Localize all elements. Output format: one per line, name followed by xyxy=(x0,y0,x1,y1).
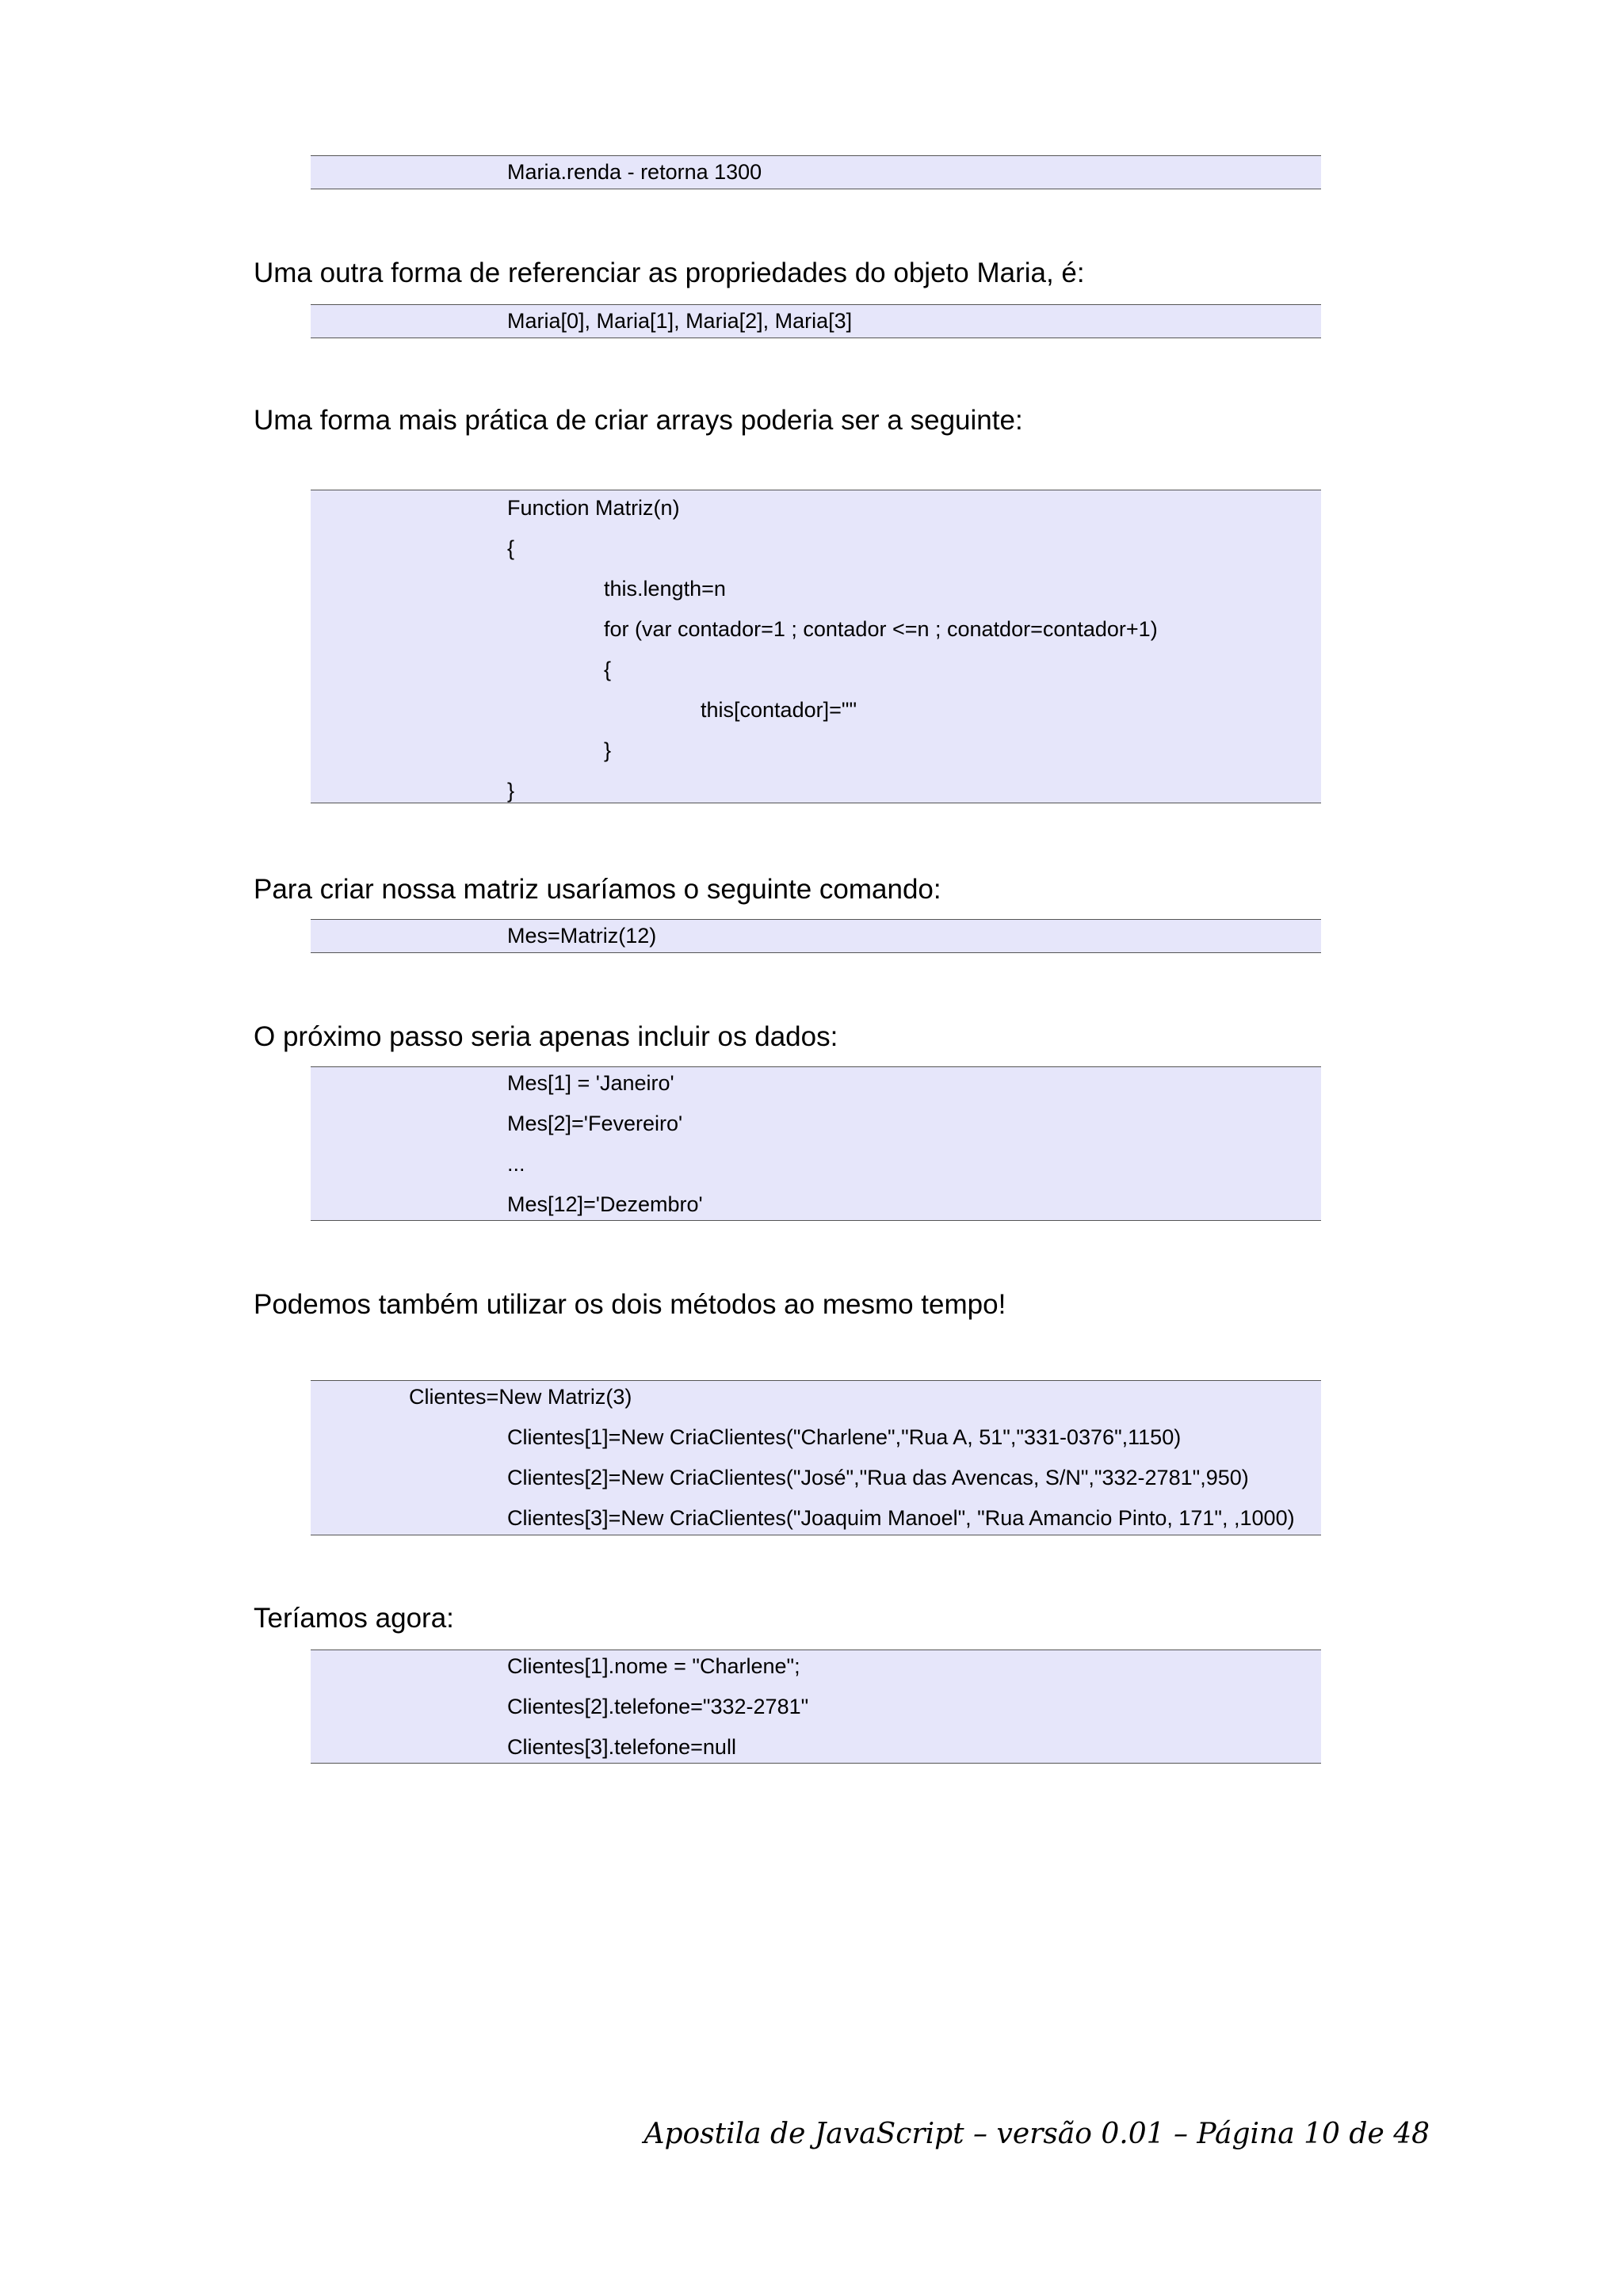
code-line: for (var contador=1 ; contador <=n ; conatdor=contador+1) xyxy=(604,617,1158,641)
code-block-function-matriz xyxy=(311,490,1321,803)
code-line: Mes[12]='Dezembro' xyxy=(507,1192,703,1216)
paragraph-forma-pratica: Uma forma mais prática de criar arrays poderia ser a seguinte: xyxy=(254,405,1023,436)
paragraph-teriamos: Teríamos agora: xyxy=(254,1603,454,1634)
code-block-meses xyxy=(311,1066,1321,1221)
code-block-maria-indices xyxy=(311,304,1321,338)
code-line: Clientes[1].nome = "Charlene"; xyxy=(507,1654,800,1678)
paragraph-incluir-dados: O próximo passo seria apenas incluir os dados: xyxy=(254,1021,838,1052)
code-line: Mes[2]='Fevereiro' xyxy=(507,1112,683,1135)
code-line: this.length=n xyxy=(604,577,726,601)
page-footer: Apostila de JavaScript – versão 0.01 – Página 10 de 48 xyxy=(643,2118,1430,2150)
code-line: Maria.renda - retorna 1300 xyxy=(507,160,762,184)
code-line: { xyxy=(604,658,612,681)
code-line: ... xyxy=(507,1152,525,1176)
code-line: Maria[0], Maria[1], Maria[2], Maria[3] xyxy=(507,309,853,333)
code-line: Clientes[3]=New CriaClientes("Joaquim Manoel", "Rua Amancio Pinto, 171", ,1000) xyxy=(507,1506,1295,1530)
code-line: Clientes[2].telefone="332-2781" xyxy=(507,1695,809,1718)
code-block-renda xyxy=(311,155,1321,189)
code-line: Mes=Matriz(12) xyxy=(507,924,657,948)
code-line: } xyxy=(604,738,612,762)
paragraph-referenciar: Uma outra forma de referenciar as propriedades do objeto Maria, é: xyxy=(254,257,1085,288)
code-block-clientes xyxy=(311,1380,1321,1535)
code-line: { xyxy=(507,536,515,560)
code-line: Mes[1] = 'Janeiro' xyxy=(507,1071,674,1095)
code-line: Clientes=New Matriz(3) xyxy=(409,1385,632,1409)
code-block-mes-matriz xyxy=(311,919,1321,953)
code-line: Clientes[3].telefone=null xyxy=(507,1735,736,1759)
code-line: Clientes[1]=New CriaClientes("Charlene","Rua A, 51","331-0376",1150) xyxy=(507,1425,1182,1449)
code-line: Clientes[2]=New CriaClientes("José","Rua das Avencas, S/N","332-2781",950) xyxy=(507,1466,1249,1489)
paragraph-criar-matriz: Para criar nossa matriz usaríamos o seguinte comando: xyxy=(254,874,941,905)
code-line: this[contador]="" xyxy=(701,698,857,722)
code-line: Function Matriz(n) xyxy=(507,496,680,520)
paragraph-dois-metodos: Podemos também utilizar os dois métodos ao mesmo tempo! xyxy=(254,1289,1006,1320)
code-block-resultado xyxy=(311,1650,1321,1764)
code-line: } xyxy=(507,779,515,803)
